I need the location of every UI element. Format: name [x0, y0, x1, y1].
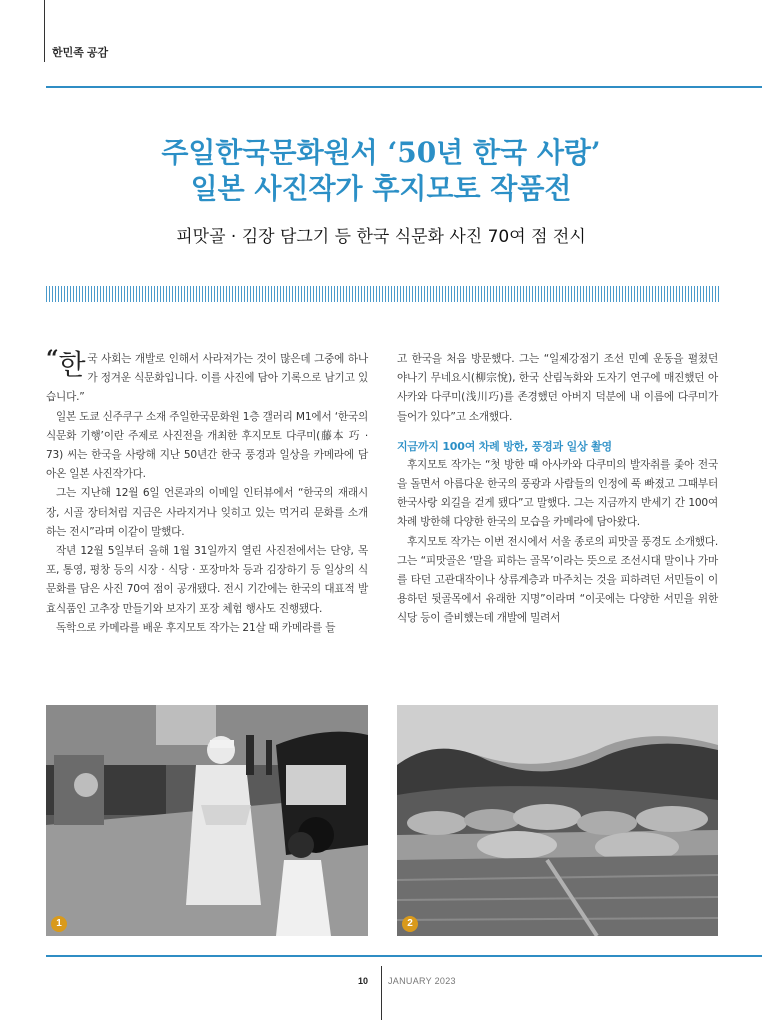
photo-number-badge: 1 — [51, 916, 67, 932]
top-divider-line — [44, 0, 45, 62]
headline-line-1: 주일한국문화원서 ‘50년 한국 사랑’ — [161, 136, 601, 169]
quote-mark: “ — [46, 346, 59, 372]
photo-village-landscape — [397, 705, 718, 936]
paragraph: 후지모토 작가는 이번 전시에서 서울 종로의 피맛골 풍경도 소개했다. 그는 “피맛골은 ‘말을 피하는 골목’이라는 뜻으로 조선시대 말이나 가마를 타던 고관대작이나 상류계층과 마주치는 것을 피하려던 서민들이 이용하던 뒷골목에서 유래한 지명”이라며 “이곳에는 다양한 서민을 위한 식당 등이 즐비했는데 개발에 밀려서 — [397, 535, 718, 625]
paragraph: 후지모토 작가는 “첫 방한 때 아사카와 다쿠미의 발자취를 좇아 전국을 돌면서 아름다운 한국의 풍광과 사람들의 인정에 푹 빠졌고 그때부터 한국사랑 외길을 걷게 됐다”고 말했다. 그는 지금까지 반세기 간 100여 차례 방한해 다양한 한국의 모습을 카메라에 담아왔다. — [397, 458, 718, 529]
photo-market-street — [46, 705, 368, 936]
lead-text: 국 사회는 개발로 인해서 사라져가는 것이 많은데 그중에 하나가 정겨운 식문화입니다. 이를 사진에 담아 기록으로 남기고 있습니다.” — [46, 353, 368, 404]
paragraph: 작년 12월 5일부터 올해 1월 31일까지 열린 사진전에서는 단양, 목포, 통영, 평창 등의 시장 · 식당 · 포장마차 등과 김장하기 등 일상의 식문화를 담은 사진 70여 점이 공개됐다. 전시 기간에는 한국의 대표적 발효식품인 고추장 만들기와 보자기 포장 체험 행사도 진행됐다. — [46, 545, 368, 615]
dropcap: 한 — [58, 348, 86, 381]
paragraph: 고 한국을 처음 방문했다. 그는 “일제강점기 조선 민예 운동을 펼쳤던 야나기 무네요시(柳宗悅), 한국 산림녹화와 도자기 연구에 매진했던 아사카와 다쿠미(浅川巧)를 존경했던 아버지 덕분에 내 이름에 다쿠미가 들어가 있다”고 소개했다. — [397, 353, 718, 423]
paragraph: 그는 지난해 12월 6일 언론과의 이메일 인터뷰에서 “한국의 재래시장, 시골 장터처럼 지금은 사라지거나 잊히고 있는 먹거리 문화를 소개하는 전시”라며 이같이 말했다. — [46, 487, 368, 538]
photo-street-illustration — [46, 705, 368, 936]
section-label: 한민족 공감 — [52, 47, 109, 59]
header-rule — [46, 86, 762, 88]
article-right-column — [397, 350, 718, 629]
photo-number-badge: 2 — [402, 916, 418, 932]
paragraph: 독학으로 카메라를 배운 후지모토 작가는 21살 때 카메라를 들 — [56, 621, 336, 634]
footer-rule — [46, 955, 762, 957]
lead-paragraph — [46, 346, 368, 408]
subheadline: 피맛골 · 김장 담그기 등 한국 식문화 사진 70여 점 전시 — [176, 227, 586, 247]
footer-divider-line — [381, 966, 382, 1020]
headline-line-2: 일본 사진작가 후지모토 작품전 — [190, 172, 572, 205]
paragraph: 일본 도쿄 신주쿠구 소재 주일한국문화원 1층 갤러리 M1에서 ‘한국의 식문화 기행’이란 주제로 사진전을 개최한 후지모토 다쿠미(藤本 巧 · 73) 씨는 한국을 사랑해 지난 50년간 한국 풍경과 일상을 카메라에 담아온 일본 사진작가다. — [46, 410, 368, 481]
decorative-stripe — [46, 286, 720, 302]
page-number: 10 — [358, 976, 369, 986]
article-left-column — [46, 346, 368, 638]
issue-month: JANUARY 2023 — [388, 976, 456, 986]
photo-village-illustration — [397, 705, 718, 936]
section-subheading: 지금까지 100여 차례 방한, 풍경과 일상 촬영 — [397, 439, 612, 453]
